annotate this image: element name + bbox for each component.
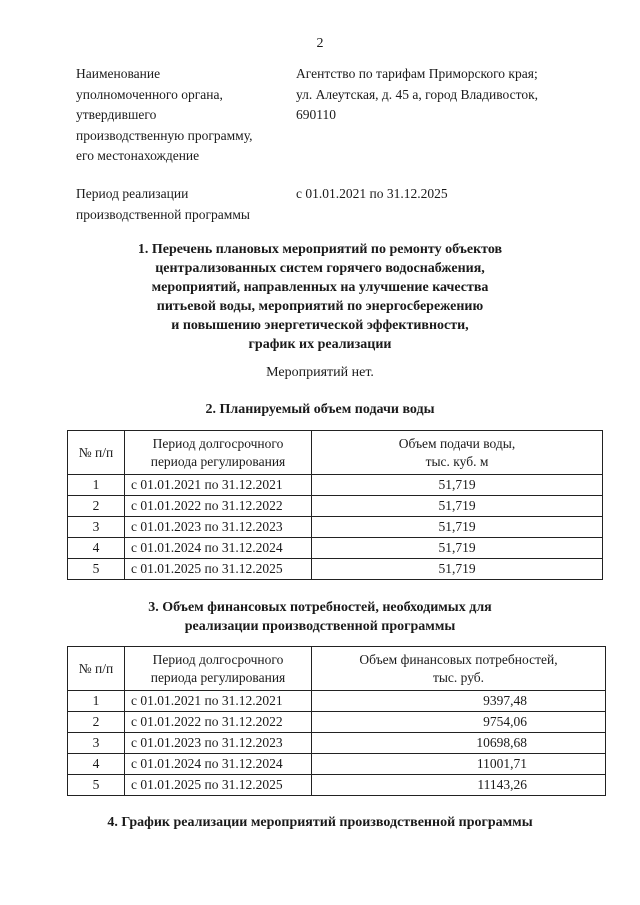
col-header-finance: Объем финансовых потребностей, тыс. руб. (312, 647, 606, 691)
section1-text: Мероприятий нет. (266, 365, 374, 380)
section4-heading: 4. График реализации мероприятий производственной программы (107, 815, 533, 830)
section1-heading: 1. Перечень плановых мероприятий по ремонту объектов централизованных систем горячего водоснабжения, мероприятий, направленных на улучшение качества питьевой воды, мероприятий по энергосбережению и повышению энергетической эффективности, график их реализации (137, 242, 503, 352)
table-row: 3 с 01.01.2023 по 31.12.2023 10698,68 (68, 733, 606, 754)
table-row: 4 с 01.01.2024 по 31.12.2024 51,719 (68, 538, 603, 559)
table-header-row (68, 431, 603, 475)
table-row: 5 с 01.01.2025 по 31.12.2025 51,719 (68, 559, 603, 580)
table-row: 1 с 01.01.2021 по 31.12.2021 51,719 (68, 475, 603, 496)
table-row: 1 с 01.01.2021 по 31.12.2021 9397,48 (68, 691, 606, 712)
finance-table (67, 646, 606, 796)
table-row: 3 с 01.01.2023 по 31.12.2023 51,719 (68, 517, 603, 538)
org-label: Наименование уполномоченного органа, утвердившего производственную программу, его местонахождение (76, 66, 253, 163)
col-header-period: Период долгосрочного периода регулирования (125, 647, 312, 691)
water-volume-table (67, 430, 603, 580)
table-row: 2 с 01.01.2022 по 31.12.2022 9754,06 (68, 712, 606, 733)
col-header-period: Период долгосрочного периода регулирования (125, 431, 312, 475)
col-header-number: № п/п (68, 431, 125, 475)
table-header-row (68, 647, 606, 691)
page-number: 2 (316, 36, 324, 51)
table-row: 4 с 01.01.2024 по 31.12.2024 11001,71 (68, 754, 606, 775)
section3-heading: 3. Объем финансовых потребностей, необходимых для реализации производственной программы (148, 600, 492, 634)
org-value: Агентство по тарифам Приморского края; ул. Алеутская, д. 45 а, город Владивосток, 690110 (296, 66, 539, 122)
table-row: 2 с 01.01.2022 по 31.12.2022 51,719 (68, 496, 603, 517)
col-header-number: № п/п (68, 647, 125, 691)
section2-heading: 2. Планируемый объем подачи воды (205, 402, 435, 417)
period-value: с 01.01.2021 по 31.12.2025 (296, 186, 448, 201)
table-row: 5 с 01.01.2025 по 31.12.2025 11143,26 (68, 775, 606, 796)
col-header-volume: Объем подачи воды, тыс. куб. м (312, 431, 603, 475)
period-label: Период реализации производственной программы (76, 186, 250, 222)
